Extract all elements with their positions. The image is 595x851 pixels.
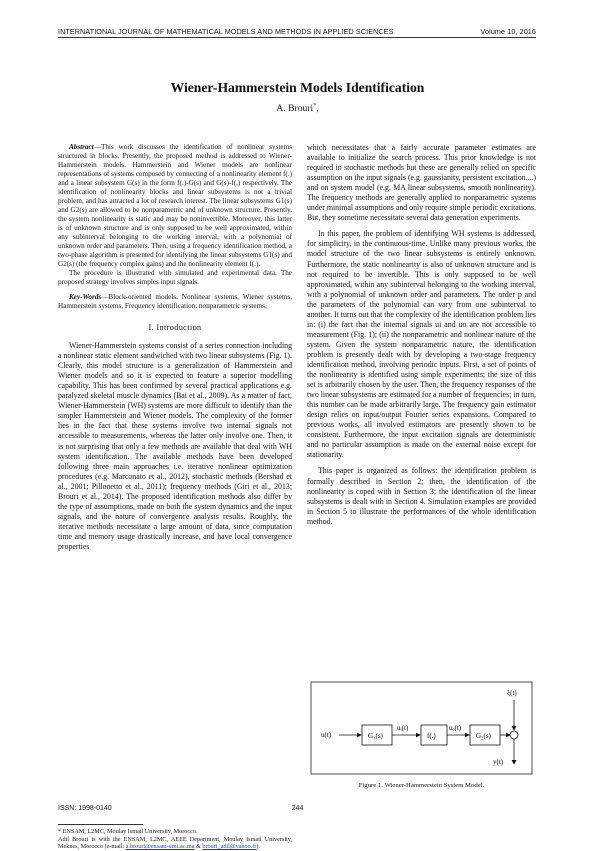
ui-label: uᵢ(t) [397,724,409,732]
footnote-contact [58,836,292,851]
left-column [58,143,292,552]
header-rule [58,37,536,38]
right-paragraph-1: which necessitates that a fairly accurate parameter estimates are available to initialize the search process. This prior knowledge is not required in stochastic methods but these are generally relied on specific assumption on the input signals (e.g. gaussianity, persistent excitation....) and on system model (e.g. MA linear subsystems, smooth nonlinearity). The frequency methods are generally applied to nonparametric systems under minimal assumptions and only require simple periodic excitations. But, they sometime necessitate several data generation experiments. [307,143,536,223]
input-label: u(t) [321,731,332,739]
sum-junction [510,731,518,739]
abstract-text: This work discusses the identification of nonlinear systems structured in blocks. Presently, the proposed method is addressed to Wiener-Hammerstein models. Hammerstein and Wiener models are nonlinear representations of systems composed by connecting of a nonlinearity element f(.) and a linear subsystem G(s) in the form f(.)-G(s) and G(s)-f(.) respectively. The identification of nonlinearity blocks and linear subsystems is not a trivial problem, and has attracted a lot of research interest. The linear subsystems G1(s) and G2(s) are allowed to be nonparametric and of unknown structure. Presently, the system nonlinearity is static and may be noninvertible. Moreover, this latter is of unknown structure and is only supposed to be well approximated, within any subinterval belonging to the working interval, with a polynomial of unknown order and parameters. Then, using a frequency identification method, a two-phase algorithm is presented for identifying the linear subsystems G1(s) and G2(s) (the frequency complex gains) and the nonlinearity element f(.). [58,143,292,268]
footnote-affiliation: * ENSAM, L2MC, Moulay Ismail University, Morocco. [58,828,198,835]
footnotes [58,828,292,851]
keywords-text: Block-oriented models, Nonlinear systems, Wiener systems, Hammerstein systems, Frequency identification, nonparametric systems. [58,293,292,310]
volume-info: Volume 10, 2016 [480,27,536,36]
right-paragraph-3: This paper is organized as follows: the identification problem is formally described in Section 2; then, the identification of the nonlinearity is coped with in Section 3; the identification of the linear subsystems is dealt with in Section 4. Simulation examples are provided in Section 5 to illustrate the performances of the whole identification method. [307,466,536,526]
abstract: Abstract—This work discusses the identification of nonlinear systems structured in blocks. Presently, the proposed method is addressed to Wiener-Hammerstein models. Hammerstein and Wiener models are nonlinear representations of systems composed by connecting of a nonlinearity element f(.) and a linear subsystem G(s) in the form f(.)-G(s) and G(s)-f(.) respectively. The identification of nonlinearity blocks and linear subsystems is not a trivial problem, and has attracted a lot of research interest. The linear subsystems G1(s) and G2(s) are allowed to be nonparametric and of unknown structure. Presently, the system nonlinearity is static and may be noninvertible. Moreover, this latter is of unknown structure and is only supposed to be well approximated, within any subinterval belonging to the working interval, with a polynomial of unknown order and parameters. Then, using a frequency identification method, a two-phase algorithm is presented for identifying the linear subsystems G1(s) and G2(s) (the frequency complex gains) and the nonlinearity element f(.). [58,143,292,268]
intro-paragraph-1: Wiener-Hammerstein systems consist of a series connection including a nonlinear static element sandwiched with two linear subsystems (Fig. 1). Clearly, this model structure is a generalization of Hammerstein and Wiener models and so it is expected to feature a superior modelling capability. This has been confirmed by several practical applications e.g. paralyzed skeletal muscle dynamics (Bai et al., 2009). As a matter of fact, Wiener-Hammerstein (WH) systems are more difficult to identify than the simpler Hammerstein and Wiener models. The complexity of the former lies in the fact that these systems involve two internal signals not accessible to measurements, whereas the latter only involve one. Then, it is not surprising that only a few methods are available that deal with WH system identification. The available methods have been developed following three main approaches i.e. iterative nonlinear optimization procedures (e.g. Marconato et al., 2012), stochastic methods (Bershad et al., 2001; Pillonetto et al., 2011); frequency methods (Giri et al., 2013; Brouri et al., 2014). The proposed identification methods also differ by the type of assumptions, made on both the system dynamics and the input signals, and the nature of convergence analysis results. Roughly, the iterative methods necessitate a large amount of data, since computation time and memory usage drastically increase, and have local convergence properties [58,341,292,551]
g2-label: G₂(s) [476,732,491,740]
figure-1-caption: Figure 1. Wiener-Hammerstein System Model. [358,782,485,789]
email-link-2[interactable]: brouri_adil@yahoo.fr [202,843,257,851]
right-column [307,143,536,527]
output-label: y(t) [493,758,504,766]
abstract-label: Abstract [69,143,94,151]
email-link-1[interactable]: a.brouri@ensam-umi.ac.ma [125,843,195,851]
keywords-label: Key-Words [69,293,102,301]
keywords: Key-Words—Block-oriented models, Nonlinear systems, Wiener systems, Hammerstein systems, Frequency identification, nonparametric systems. [58,293,292,310]
running-header [58,27,536,36]
right-paragraph-2: In this paper, the problem of identifying WH systems is addressed, for simplicity, in the continuous-time. Unlike many previous works, the model structure of the two linear subsystems is entirely unknown. Furthermore, the static nonlinearity is also of unknown structure and is not required to be invertible. This is only supposed to be well approximated, within any subinterval belonging to the working interval, with a polynomial of unknown order and parameters. The order p and the parameters of the polynomial can vary from one subinterval to another. It turns out that the complexity of the identification problem lies in: (i) the fact that the internal signals ui and uo are not accessible to measurement (Fig. 1); (ii) the nonparametric and nonlinear nature of the system. Given the system nonparametric nature, the identification problem is presently dealt with by developing a two-stage frequency identification method, involving periodic inputs. First, a set of points of the nonlinearity is identified using simple experiments; the size of this set is arbitrarily chosen by the user. Then, the frequency responses of the two linear subsystems are estimated for a number of frequencies; in turn, this number can be made arbitrarily large. The frequency gain estimator design relies on input/output Fourier series expansions. Compared to previous works, all involved estimators are presently shown to be consistent. Furthermore, the input excitation signals are deterministic and no particular assumption is made on the external noise except for stationarity. [307,229,536,460]
issn: ISSN: 1998-0140 [58,805,112,812]
page-number: 244 [291,805,304,812]
footnote-amp: & [194,843,203,851]
section-heading-introduction: I. Introduction [148,323,202,332]
footnote-end: ). [256,843,260,851]
author-name: A. Brouri [276,103,314,115]
uo-label: uₒ(t) [449,724,462,732]
figure-1-block-diagram [309,680,534,776]
f-label: f(.) [427,732,436,740]
abstract-text-2: The procedure is illustrated with simulated and experimental data. The proposed strategy involves simples input signals. [58,269,292,286]
paper-title: Wiener-Hammerstein Models Identification [170,80,425,95]
footnote-rule [58,824,143,825]
g1-label: G₁(s) [368,732,383,740]
noise-label: ξ(t) [507,689,517,697]
journal-name: INTERNATIONAL JOURNAL OF MATHEMATICAL MODELS AND METHODS IN APPLIED SCIENCES [58,27,394,36]
author-line: A. Brouri*, [276,103,319,115]
footnote-contact-text: Adil Brouri is with the ENSAM, L2MC, AEEE Department, Moulay Ismail University, Meknes, Morocco (e-mail: [58,835,292,851]
author-mark: * [313,103,317,109]
